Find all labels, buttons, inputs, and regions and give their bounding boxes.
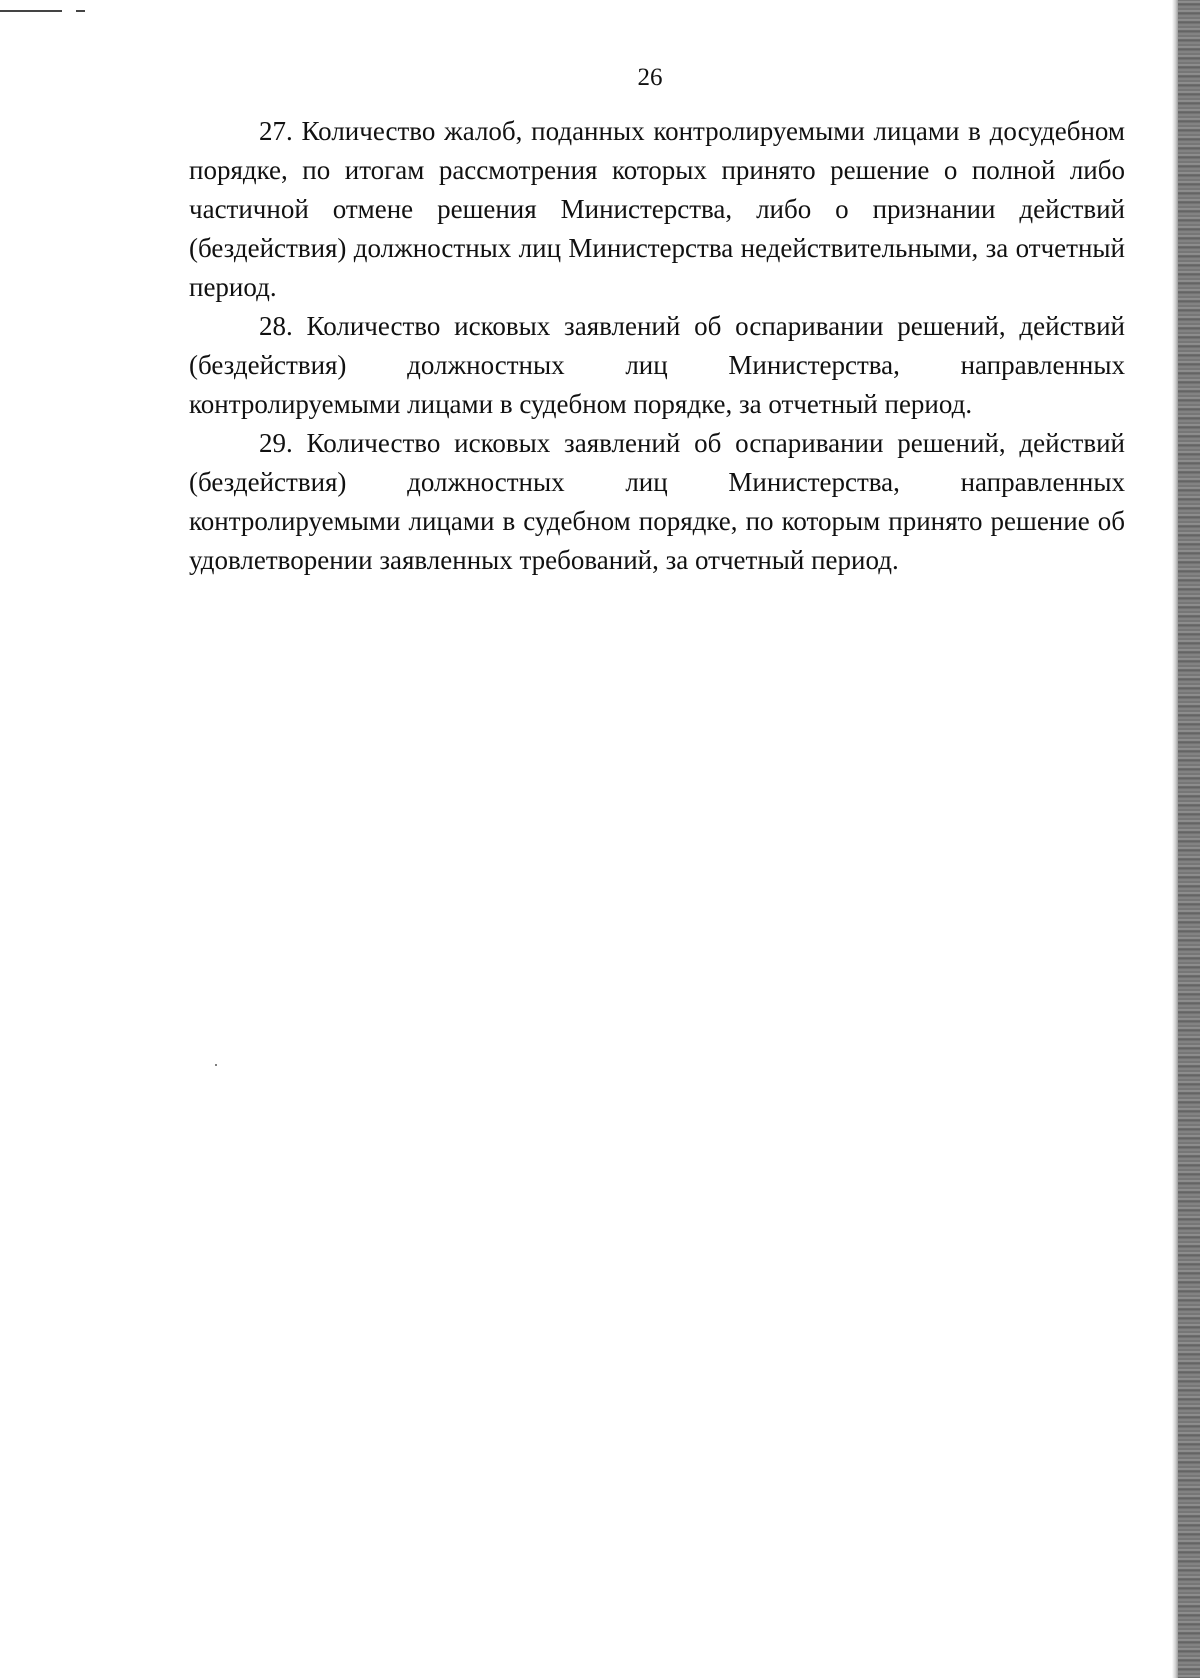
page-number: 26 (637, 64, 663, 91)
scan-artifact-line (0, 10, 62, 12)
scan-speck (215, 1064, 217, 1066)
paragraph-item-28: 28. Количество исковых заявлений об оспаривании решений, действий (бездействия) должностных лиц Министерства, направленных контролируемыми лицами в судебном порядке, за отчетный период. (189, 311, 1125, 419)
document-body (189, 112, 1125, 580)
scan-edge-border (1178, 0, 1200, 1678)
paragraph-item-29: 29. Количество исковых заявлений об оспаривании решений, действий (бездействия) должностных лиц Министерства, направленных контролируемыми лицами в судебном порядке, по которым принято решение об удовлетворении заявленных требований, за отчетный период. (189, 428, 1125, 575)
paragraph-item-27: 27. Количество жалоб, поданных контролируемыми лицами в досудебном порядке, по итогам рассмотрения которых принято решение о полной либо частичной отмене решения Министерства, либо о признании действий (бездействия) должностных лиц Министерства недействительными, за отчетный период. (189, 116, 1125, 302)
scan-artifact-dash (76, 10, 85, 12)
